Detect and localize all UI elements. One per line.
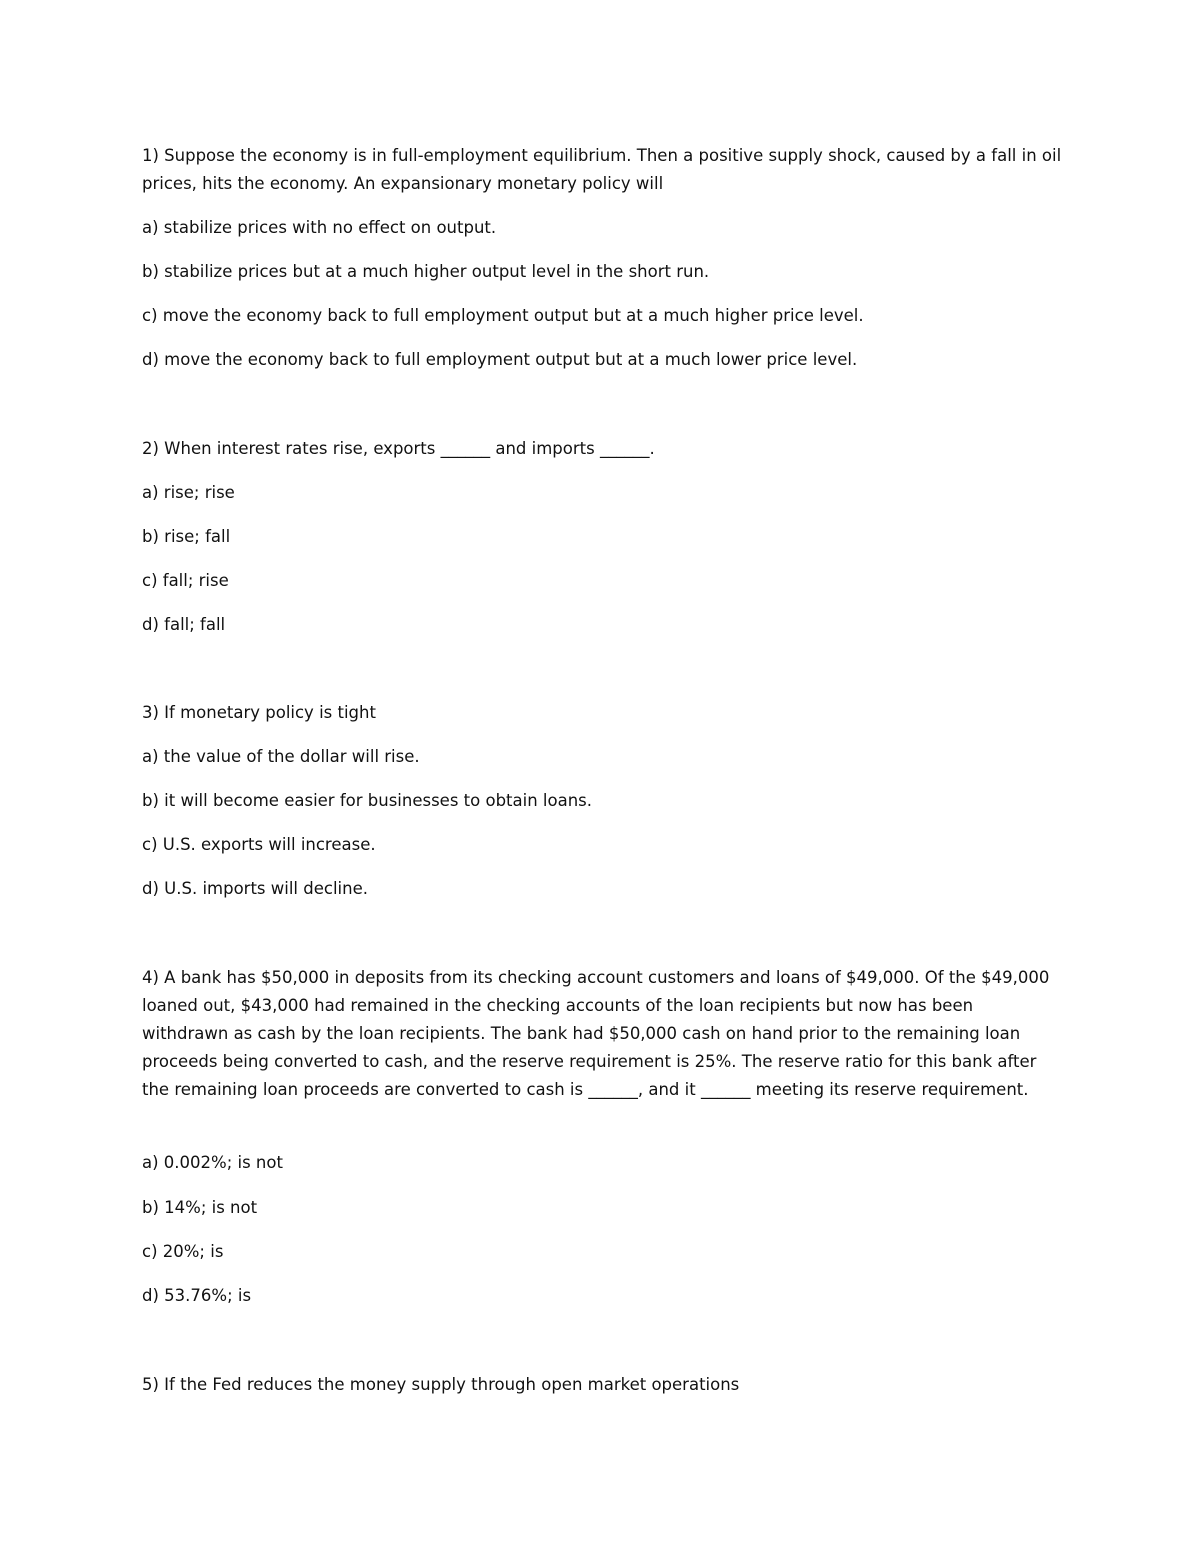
question-1-stem: 1) Suppose the economy is in full-employment equilibrium. Then a positive supply shock, caused by a fall in oil prices, hits the economy. An expansionary monetary policy will: [142, 146, 1062, 193]
question-3-option-c: c) U.S. exports will increase.: [142, 835, 376, 854]
question-2-option-d: d) fall; fall: [142, 615, 226, 634]
question-3-stem: 3) If monetary policy is tight: [142, 703, 376, 722]
question-4-option-a: a) 0.002%; is not: [142, 1153, 283, 1172]
question-4-option-d: d) 53.76%; is: [142, 1286, 252, 1305]
question-2-option-a: a) rise; rise: [142, 483, 235, 502]
question-3-option-a: a) the value of the dollar will rise.: [142, 747, 420, 766]
question-4-option-b: b) 14%; is not: [142, 1198, 258, 1217]
question-1-option-c: c) move the economy back to full employment output but at a much higher price level.: [142, 306, 864, 325]
question-3-option-d: d) U.S. imports will decline.: [142, 879, 368, 898]
question-2-stem: 2) When interest rates rise, exports ______ and imports ______.: [142, 439, 655, 458]
question-1-option-d: d) move the economy back to full employment output but at a much lower price level.: [142, 350, 858, 369]
question-5-stem: 5) If the Fed reduces the money supply through open market operations: [142, 1375, 740, 1394]
question-3-option-b: b) it will become easier for businesses to obtain loans.: [142, 791, 593, 810]
question-2-option-c: c) fall; rise: [142, 571, 229, 590]
question-1-option-a: a) stabilize prices with no effect on output.: [142, 218, 497, 237]
question-2-option-b: b) rise; fall: [142, 527, 231, 546]
question-4-stem: 4) A bank has $50,000 in deposits from its checking account customers and loans of $49,000. Of the $49,000 loaned out, $43,000 had remained in the checking accounts of the loan recipients but now has been withdrawn as cash by the loan recipients. The bank had $50,000 cash on hand prior to the remaining loan proceeds being converted to cash, and the reserve requirement is 25%. The reserve ratio for this bank after the remaining loan proceeds are converted to cash is ______, and it ______ meeting its reserve requirement.: [142, 968, 1050, 1099]
question-4-option-c: c) 20%; is: [142, 1242, 224, 1261]
question-1-option-b: b) stabilize prices but at a much higher output level in the short run.: [142, 262, 710, 281]
